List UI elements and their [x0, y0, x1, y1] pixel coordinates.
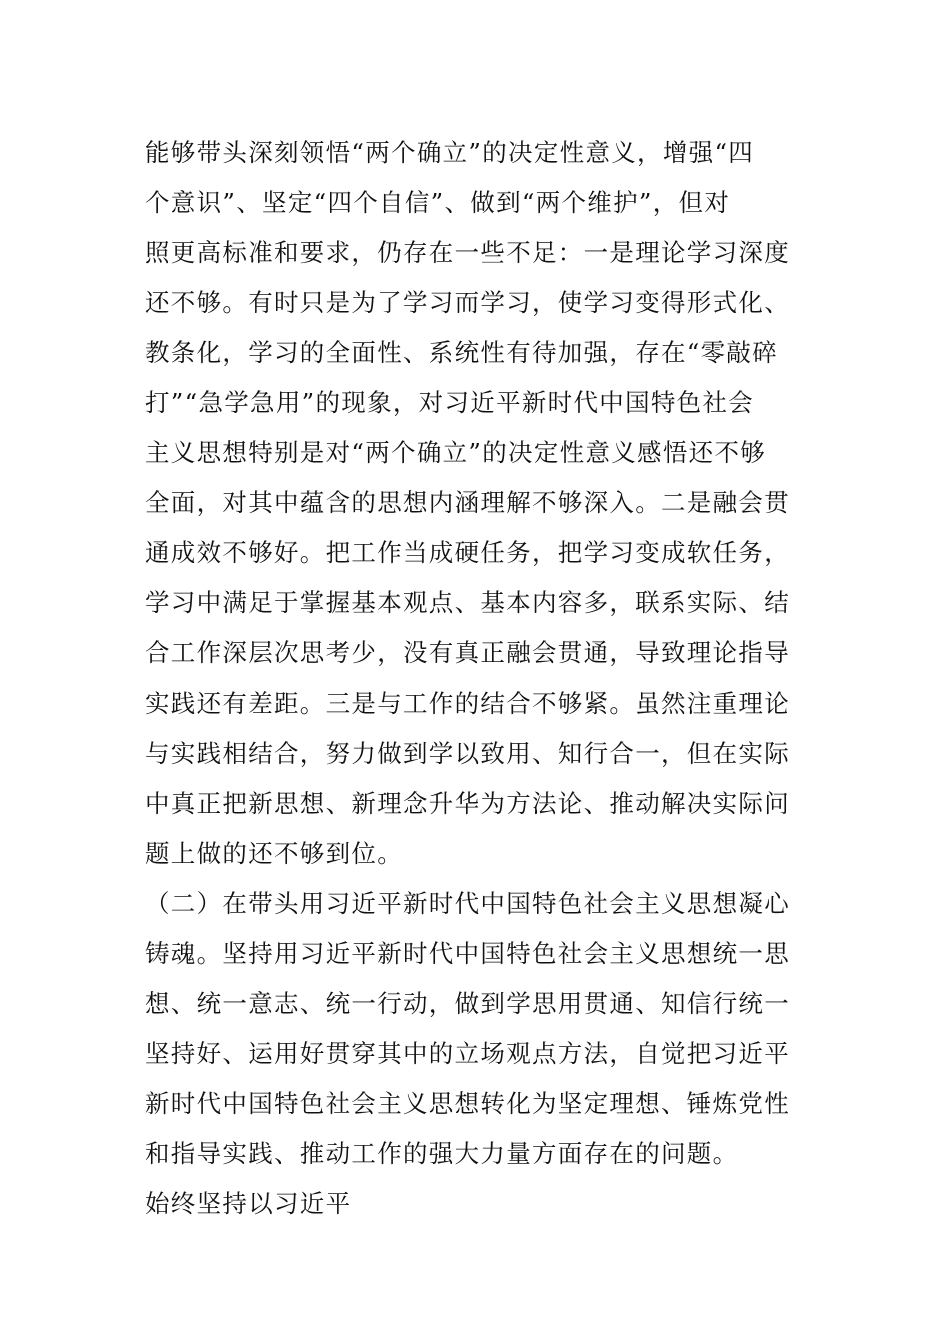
body-text — [145, 128, 825, 1229]
text-line: 实践还有差距。三是与工作的结合不够紧。虽然注重理论 — [145, 688, 790, 718]
text-line: 打”“急学急用”的现象，对习近平新时代中国特色社会 — [145, 388, 755, 418]
text-line: 和指导实践、推动工作的强大力量方面存在的问题。 — [145, 1138, 739, 1168]
text-line: 坚持好、运用好贯穿其中的立场观点方法，自觉把习近平 — [145, 1038, 790, 1068]
text-line: 能够带头深刻领悟“两个确立”的决定性意义，增强“四 — [145, 138, 755, 167]
text-line: 题上做的还不够到位。 — [145, 838, 403, 868]
text-line: 个意识”、坚定“四个自信”、做到“两个维护”，但对 — [145, 188, 731, 218]
text-line: 主义思想特别是对“两个确立”的决定性意义感悟还不够 — [145, 438, 767, 468]
text-line: 通成效不够好。把工作当成硬任务，把学习变成软任务， — [145, 538, 790, 568]
text-line: 中真正把新思想、新理念升华为方法论、推动解决实际问 — [145, 788, 790, 818]
text-line: 始终坚持以习近平 — [145, 1188, 352, 1218]
text-line: 学习中满足于掌握基本观点、基本内容多，联系实际、结 — [145, 588, 790, 618]
text-line: 与实践相结合，努力做到学以致用、知行合一，但在实际 — [145, 738, 790, 768]
text-line: 新时代中国特色社会主义思想转化为坚定理想、锤炼党性 — [145, 1088, 790, 1118]
text-line: 合工作深层次思考少，没有真正融会贯通，导致理论指导 — [145, 638, 790, 668]
section-heading-line: （二）在带头用习近平新时代中国特色社会主义思想凝心 — [145, 888, 790, 918]
text-line: 还不够。有时只是为了学习而学习，使学习变得形式化、 — [145, 288, 790, 318]
text-line: 教条化，学习的全面性、系统性有待加强，存在“零敲碎 — [145, 338, 779, 368]
text-line: 想、统一意志、统一行动，做到学思用贯通、知信行统一 — [145, 988, 790, 1018]
text-line: 照更高标准和要求，仍存在一些不足：一是理论学习深度 — [145, 238, 790, 268]
text-line: 铸魂。坚持用习近平新时代中国特色社会主义思想统一思 — [145, 938, 790, 968]
text-line: 全面，对其中蕴含的思想内涵理解不够深入。二是融会贯 — [145, 488, 790, 518]
